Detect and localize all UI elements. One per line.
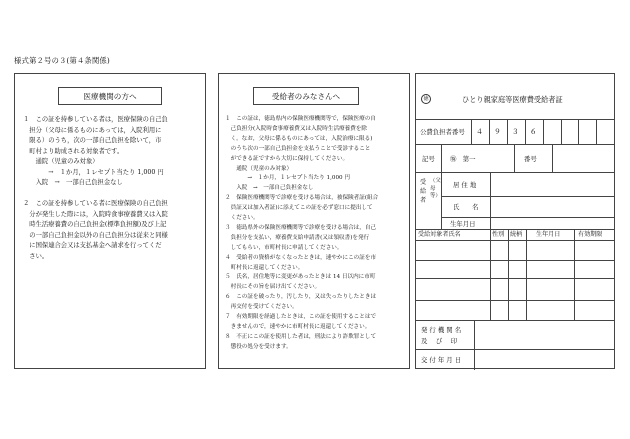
panel1-line: 担分（父母に係るものにあっては，入院利用に (23, 126, 162, 134)
panel2-line: く。なお，父母に係るものにあっては，入院治療に限る) (225, 135, 373, 142)
issue-date-label: 交 付 年 月 日 (421, 356, 462, 364)
panel1-line: の一部自己負担金以外の自己負担分は従来と同様 (23, 231, 168, 239)
panel2-line: ７ 有効期限を経過したときは，この証を使用することはで (225, 314, 377, 320)
panel2-line: ５ 氏名，居住地等に変更があったときは 14 日以内に市町 (225, 274, 376, 281)
panel2-line: １ この証は，徳島県内の保険医療機関等で，保険医療の自 (225, 116, 376, 122)
panel2-line: ください。 (225, 215, 259, 221)
panel2-line: ができる証ですから大切に保持してください。 (225, 155, 349, 162)
issuer-label-2: 及 び 印 (421, 337, 458, 345)
table-header-cell: 性別 (492, 231, 505, 238)
table-header-cell: 生年月日 (536, 231, 561, 238)
panel1-line: 入院 → 一部自己負担金なし (23, 179, 123, 186)
panel2-line: → １か月，１レセプト当たり 1,000 円 (225, 175, 350, 182)
panel2-line: 通院（児童のみ対象） (225, 165, 293, 172)
panel2-line: 員証又は加入者証)に添えてこの証を必ず窓口に提出して (225, 205, 373, 212)
panel2-line: ６ この証を破ったり，汚したり，又は失ったりしたときは (225, 294, 377, 301)
bearer-digit: ３ (511, 128, 519, 136)
panel1-line: 町村より助成される対象者です。 (23, 147, 124, 155)
bearer-number-label: 公費負担者番号 (420, 128, 465, 136)
panel-medical-institutions (14, 73, 206, 369)
form-number: 様式第２号の３(第４条関係) (14, 56, 110, 65)
panel1-line: → １か月，１レセプト当たり 1,000 円 (23, 168, 164, 176)
certificate-panel (415, 73, 615, 369)
kigou-value: ㊕ 第一 (450, 155, 476, 163)
table-header-cell: 続柄 (510, 231, 523, 238)
panel2-line: 入院 → 一部自己負担金なし (225, 185, 314, 192)
panel2-line: きませんので，速やかに市町村長に返還してください。 (225, 323, 371, 330)
table-header-cell: 有効期限 (578, 231, 603, 238)
panel1-line: ２ この証を持参している者に医療保険の自己負担 (23, 200, 168, 207)
certificate-title: ひとり親家庭等医療費受給者証 (462, 95, 563, 104)
panel2-line: ８ 不正にこの証を使用した者は，刑法により詐欺罪として (225, 333, 377, 340)
panel1-title: 医療機関の方へ (58, 87, 162, 105)
panel2-line: のうち次の一部自己負担金を支払うことで受診すること (225, 145, 371, 152)
panel1-line: に国保連合会又は支払基金へ請求を行ってくだ (23, 242, 162, 249)
recipient-side-label: 受給者 (420, 179, 427, 204)
birth-label: 生年月日 (450, 220, 476, 228)
bearer-digit: ４ (476, 128, 483, 136)
panel1-line: 限る）のうち，次の一部自己負担を除いて，市 (23, 137, 162, 144)
panel2-line: 町村長に返還してください。 (225, 264, 304, 271)
panel2-line: 村長にその旨を届け出てください。 (225, 284, 321, 291)
issuer-label-1: 発 行 機 関 名 (421, 326, 462, 334)
panel1-line: 通院（児童のみ対象） (23, 158, 99, 165)
name-label: 氏 名 (453, 203, 479, 211)
residence-label: 居 住 地 (453, 181, 477, 189)
panel-recipients (218, 73, 410, 369)
panel2-line: 負担分を支払い，療養費支給申請書(又は領収書)を発行 (225, 234, 370, 241)
panel2-line: ３ 徳島県外の保険医療機関等で診療を受ける場合は，自己 (225, 224, 377, 231)
panel2-line: してもらい，市町村長に申請してください。 (225, 244, 343, 251)
panel2-line: 懲役の処分を受けます。 (225, 343, 292, 350)
panel1-line: 時生活療養費の自己負担金(標準負担額)及び上記 (23, 221, 167, 228)
kigou-label: 記号 (422, 155, 435, 163)
panel2-title: 受給者のみなさんへ (253, 87, 359, 105)
panel2-line: ４ 受給者の資格がなくなったときは，速やかにこの証を市 (225, 254, 377, 261)
panel1-line: 分が発生した際には，入院時食事療養費又は入院 (23, 210, 168, 218)
bearer-digit: ６ (529, 128, 537, 136)
panel2-line: 再交付を受けてください。 (225, 304, 298, 311)
panel2-line: 己負担分(入院時食事療養費又は入院時生活療養費を除 (225, 125, 368, 132)
recipient-paren-label: （父母等） (430, 178, 441, 199)
panel1-line: １ この証を持参している者は，医療保険の自己負 (23, 116, 168, 123)
table-header-cell: 受給対象者氏名 (418, 231, 461, 238)
panel1-line: さい。 (23, 252, 49, 260)
circle-mark: 徳 (421, 93, 431, 104)
bearer-digit: ９ (493, 128, 501, 136)
panel2-line: ２ 保険医療機関等で診療を受ける場合は，被保険者証(組合 (225, 195, 379, 202)
bangou-label: 番号 (524, 155, 537, 163)
